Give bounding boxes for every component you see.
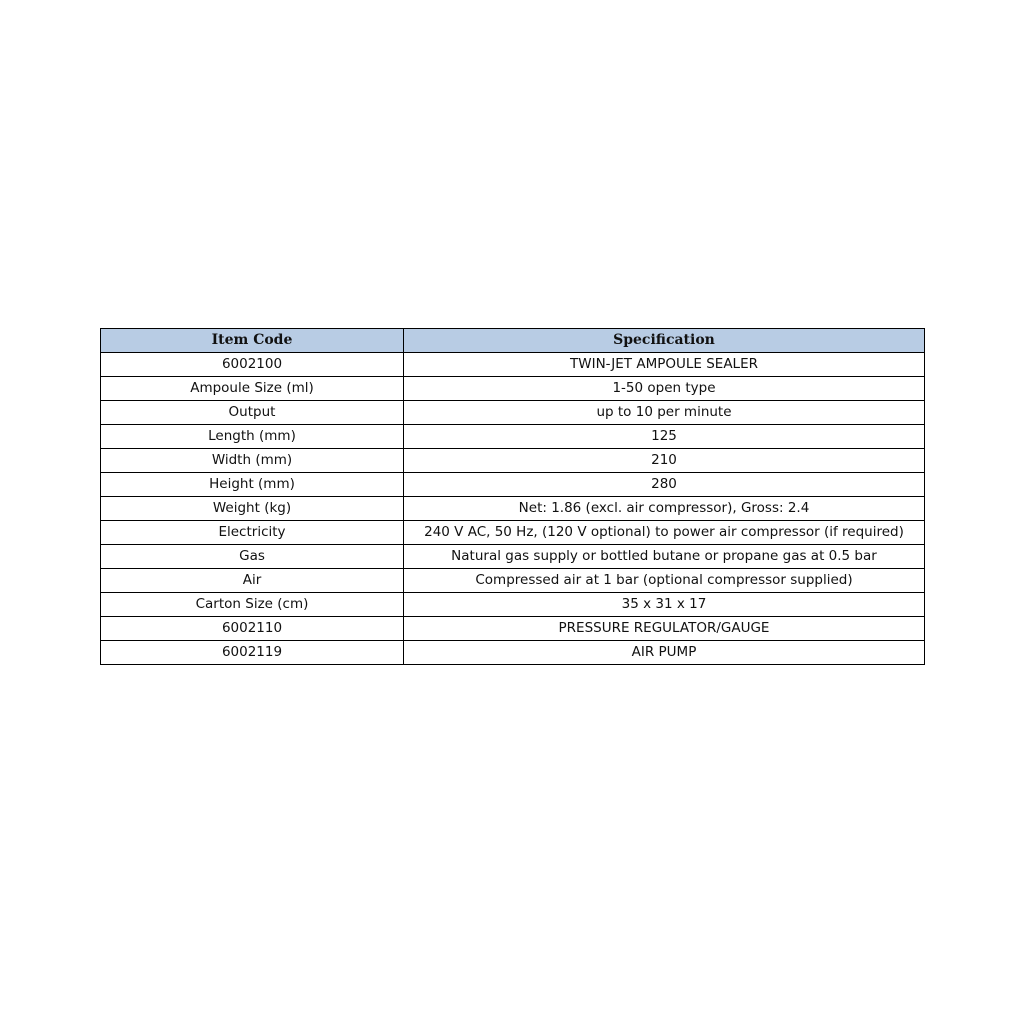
row-label: Output [101,401,404,425]
table-row [101,497,925,521]
row-label: Width (mm) [101,449,404,473]
table-row [101,401,925,425]
row-label: Length (mm) [101,425,404,449]
row-label: 6002110 [101,617,404,641]
table-row [101,617,925,641]
row-value: 210 [404,449,925,473]
row-label: 6002119 [101,641,404,665]
row-label: 6002100 [101,353,404,377]
row-value: Compressed air at 1 bar (optional compressor supplied) [404,569,925,593]
row-value: up to 10 per minute [404,401,925,425]
spec-table [100,328,925,665]
table-row [101,377,925,401]
row-label: Height (mm) [101,473,404,497]
row-value: 1-50 open type [404,377,925,401]
row-label: Gas [101,545,404,569]
table-row [101,521,925,545]
table-row [101,449,925,473]
row-value: Natural gas supply or bottled butane or propane gas at 0.5 bar [404,545,925,569]
table-header-row [101,329,925,353]
table-row [101,353,925,377]
row-label: Ampoule Size (ml) [101,377,404,401]
row-value: Net: 1.86 (excl. air compressor), Gross: 2.4 [404,497,925,521]
table-row [101,593,925,617]
table-row [101,569,925,593]
row-label: Carton Size (cm) [101,593,404,617]
row-value: 125 [404,425,925,449]
table-row [101,425,925,449]
row-value: 280 [404,473,925,497]
table-row [101,545,925,569]
row-label: Weight (kg) [101,497,404,521]
header-item-code: Item Code [101,329,404,353]
row-value: TWIN-JET AMPOULE SEALER [404,353,925,377]
row-value: 35 x 31 x 17 [404,593,925,617]
row-label: Air [101,569,404,593]
row-value: 240 V AC, 50 Hz, (120 V optional) to power air compressor (if required) [404,521,925,545]
row-label: Electricity [101,521,404,545]
row-value: AIR PUMP [404,641,925,665]
table-row [101,641,925,665]
header-specification: Specification [404,329,925,353]
row-value: PRESSURE REGULATOR/GAUGE [404,617,925,641]
table-row [101,473,925,497]
